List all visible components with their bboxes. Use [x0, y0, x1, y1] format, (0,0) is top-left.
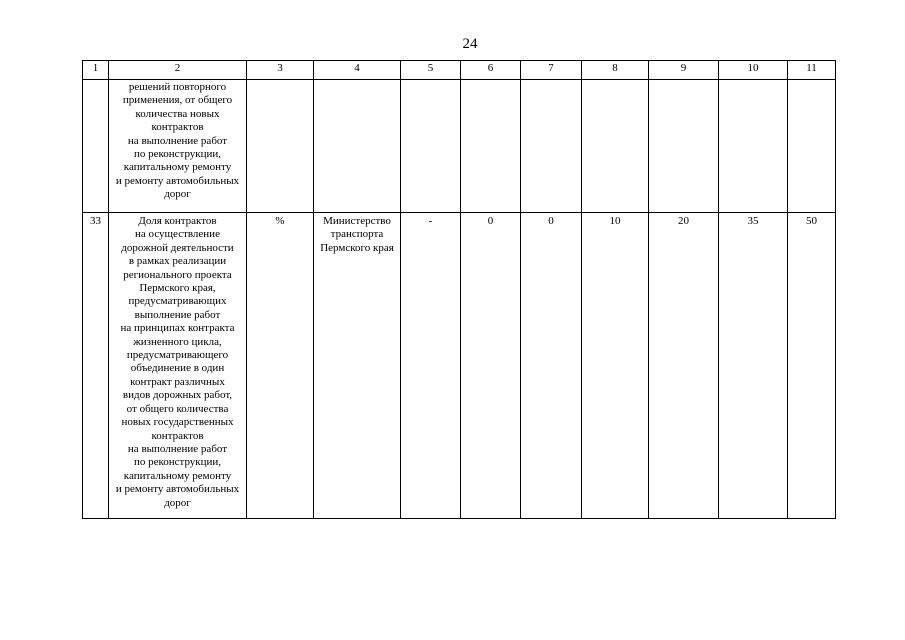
indicator-name-cell: Доля контрактов на осуществление дорожной деятельности в рамках реализации регионального проекта Пермского края, предусматривающих выполнение работ на принципах контракта жизненного цикла, предусматривающего объединение в один контракт различных видов дорожных работ, от общего количества новых государственных контрактов на выполнение работ по реконструкции, капитальному ремонту и ремонту автомобильных дорог	[109, 213, 247, 519]
column-header: 2	[109, 61, 247, 80]
table-header-row	[83, 61, 836, 80]
value-cell	[719, 80, 788, 213]
table-row	[83, 80, 836, 213]
responsible-cell	[314, 80, 401, 213]
value-cell: 0	[521, 213, 582, 519]
indicator-name-cell: решений повторного применения, от общего количества новых контрактов на выполнение работ по реконструкции, капитальному ремонту и ремонту автомобильных дорог	[109, 80, 247, 213]
unit-cell: %	[247, 213, 314, 519]
value-cell	[649, 80, 719, 213]
value-cell: 35	[719, 213, 788, 519]
column-header: 1	[83, 61, 109, 80]
value-cell: 0	[461, 213, 521, 519]
value-cell	[788, 80, 836, 213]
column-header: 3	[247, 61, 314, 80]
table-row	[83, 213, 836, 519]
value-cell	[401, 80, 461, 213]
column-header: 11	[788, 61, 836, 80]
column-header: 8	[582, 61, 649, 80]
column-header: 6	[461, 61, 521, 80]
indicators-table	[82, 60, 836, 519]
value-cell: 10	[582, 213, 649, 519]
column-header: 5	[401, 61, 461, 80]
responsible-cell: Министерство транспорта Пермского края	[314, 213, 401, 519]
unit-cell	[247, 80, 314, 213]
row-number-cell	[83, 80, 109, 213]
column-header: 9	[649, 61, 719, 80]
column-header: 4	[314, 61, 401, 80]
page-number: 24	[462, 36, 478, 52]
value-cell: -	[401, 213, 461, 519]
value-cell	[521, 80, 582, 213]
value-cell: 50	[788, 213, 836, 519]
value-cell	[582, 80, 649, 213]
column-header: 7	[521, 61, 582, 80]
column-header: 10	[719, 61, 788, 80]
value-cell: 20	[649, 213, 719, 519]
value-cell	[461, 80, 521, 213]
row-number-cell: 33	[83, 213, 109, 519]
